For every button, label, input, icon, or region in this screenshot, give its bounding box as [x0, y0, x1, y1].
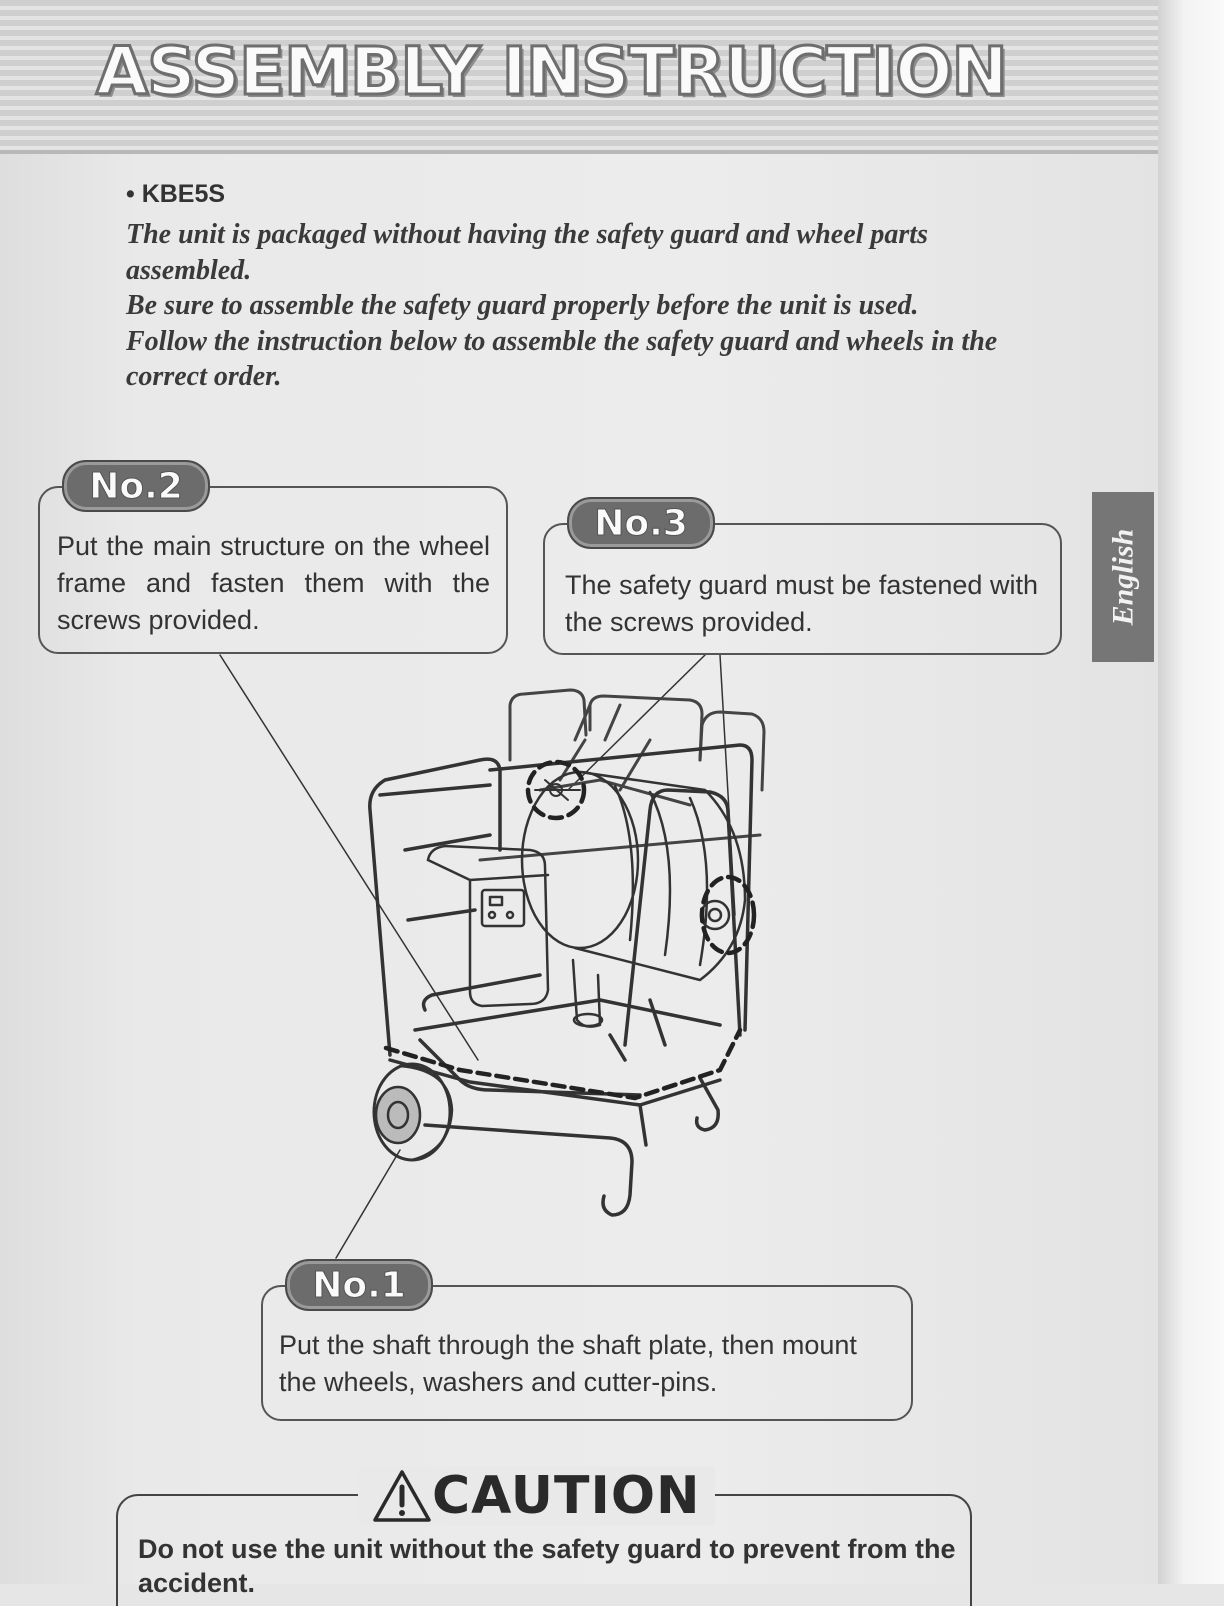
page-title: ASSEMBLY INSTRUCTION: [96, 33, 1007, 110]
language-tab: [1092, 492, 1154, 662]
intro-text: [126, 217, 1006, 395]
step-no1-box: [261, 1264, 913, 1421]
intro-line-1: The unit is packaged without having the safety guard and wheel parts assembled.: [126, 219, 928, 286]
warning-triangle-icon: [372, 1469, 432, 1523]
step-no3-text: The safety guard must be fastened with the screws provided.: [565, 570, 1038, 637]
page-edge: [1158, 0, 1224, 1584]
language-tab-label: English: [1106, 528, 1140, 626]
step-no1-label: No.1: [285, 1259, 433, 1311]
caution-text: Do not use the unit without the safety guard to prevent from the accident.: [138, 1534, 956, 1598]
step-no3-box: [543, 502, 1062, 655]
step-no2-box: [38, 465, 508, 654]
caution-title: CAUTION: [432, 1466, 701, 1526]
step-no2-text: Put the main structure on the wheel frame and fasten them with the screws provided.: [57, 531, 490, 635]
step-no1-text: Put the shaft through the shaft plate, then mount the wheels, washers and cutter-pins.: [279, 1330, 857, 1397]
intro-line-2: Be sure to assemble the safety guard properly before the unit is used.: [126, 290, 919, 321]
header-banner: [0, 0, 1158, 154]
step-no3-label: No.3: [567, 497, 715, 549]
intro-line-3: Follow the instruction below to assemble the safety guard and wheels in the correct order.: [126, 325, 998, 392]
caution-heading: [358, 1466, 715, 1526]
model-name: • KBE5S: [126, 180, 226, 208]
step-no2-label: No.2: [62, 460, 210, 512]
